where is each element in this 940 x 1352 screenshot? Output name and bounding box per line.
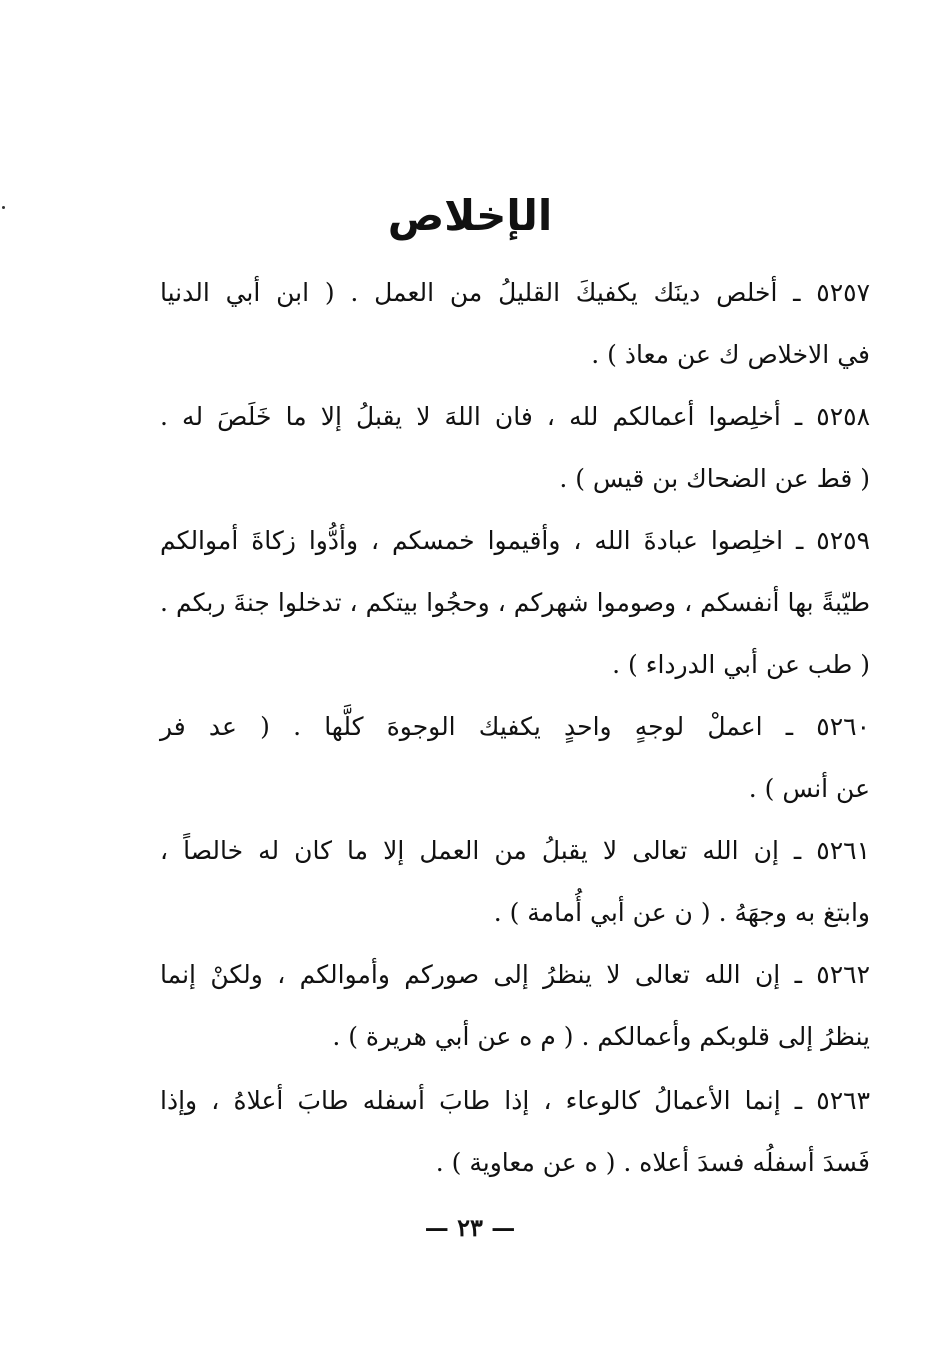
hadith-line: وابتغ به وجهَهُ . ( ن عن أبي أُمامة ) . (493, 898, 870, 927)
hadith-line: ٥٢٥٩ ـ اخلِصوا عبادةَ الله ، وأقيموا خمسكم ، وأدُّوا زكاةَ أموالكم (160, 526, 870, 555)
page-number: — ٢٣ — (424, 1213, 516, 1242)
hadith-line: ٥٢٥٧ ـ أخلص دينَك يكفيكَ القليلُ من العمل . ( ابن أبي الدنيا (160, 278, 870, 307)
hadith-line: ٥٢٦١ ـ إن الله تعالى لا يقبلُ من العمل إلا ما كان له خالصاً ، (160, 836, 870, 865)
hadith-line: عن أنس ) . (748, 774, 870, 803)
hadith-line: ( قط عن الضحاك بن قيس ) . (559, 464, 870, 493)
hadith-line: ينظرُ إلى قلوبكم وأعمالكم . ( م ه عن أبي هريرة ) . (332, 1022, 870, 1051)
chapter-title: الإخلاص (387, 191, 553, 240)
hadith-line: ٥٢٦٠ ـ اعملْ لوجهٍ واحدٍ يكفيك الوجوهَ كلَّها . ( عد فر (160, 712, 870, 741)
hadith-line: طيّبةً بها أنفسكم ، وصوموا شهركم ، وحجُوا بيتكم ، تدخلوا جنةَ ربكم . (160, 588, 870, 617)
hadith-line: فَسدَ أسفلُه فسدَ أعلاه . ( ه عن معاوية ) . (435, 1148, 870, 1177)
hadith-line: ٥٢٦٢ ـ إن الله تعالى لا ينظرُ إلى صوركم وأموالكم ، ولكنْ إنما (160, 960, 870, 989)
hadith-line: ( طب عن أبي الدرداء ) . (612, 650, 870, 679)
hadith-line: ٥٢٥٨ ـ أخلِصوا أعمالكم لله ، فان اللهَ لا يقبلُ إلا ما خَلَصَ له . (160, 402, 870, 431)
hadith-line: في الاخلاص ك عن معاذ ) . (591, 340, 870, 369)
hadith-line: ٥٢٦٣ ـ إنما الأعمالُ كالوعاء ، إذا طابَ أسفله طابَ أعلاهُ ، وإذا (160, 1086, 870, 1115)
